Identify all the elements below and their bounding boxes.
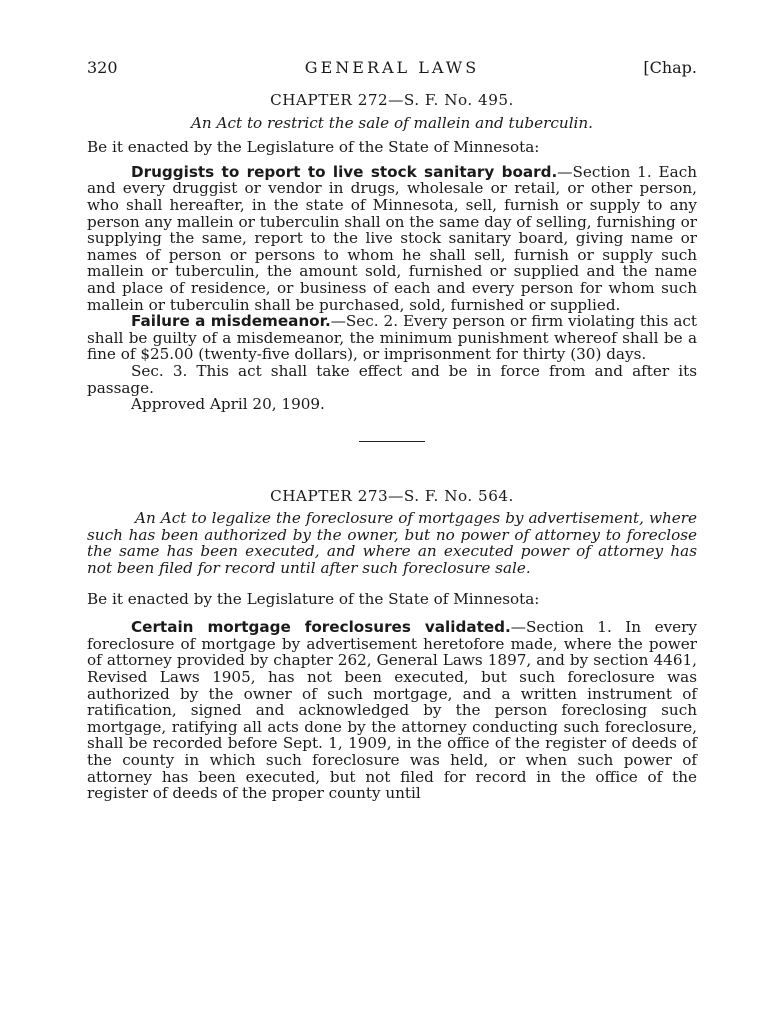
running-head (87, 58, 697, 82)
page-number: 320 (87, 58, 118, 77)
running-title: GENERAL LAWS (304, 58, 480, 77)
section-heading: Failure a misdemeanor. (131, 312, 331, 331)
section-text: Sec. 3. This act shall take effect and be in force from and after its passage. (87, 361, 697, 397)
chapter-272-enacting-clause: Be it enacted by the Legislature of the State of Minnesota: (87, 138, 540, 157)
section-text: —Sec. 2. Every person or firm violating this act shall be guilty of a misdemeanor, the minimum punishment whereof shall be a fine of $25.00 (twenty-five dollars), or imprisonment for thirty (30) days. (87, 312, 698, 364)
section-heading: Certain mortgage foreclosures validated. (131, 618, 511, 637)
section-text: —Section 1. Each and every druggist or vendor in drugs, wholesale or retail, or other person, who shall hereafter, in the state of Minnesota, sell, furnish or supply to any person any mallein or tuberculin shall on the same day of selling, furnishing or supplying the same, report to the live stock sanitary board, giving name or names of person or persons to whom he shall sell, furnish or supply such mallein or tuberculin, the amount sold, furnished or supplied and the name and place of residence, or business of each and every person for whom such mallein or tuberculin shall be purchased, sold, furnished or supplied. (87, 162, 697, 314)
chapter-272-approved: Approved April 20, 1909. (131, 395, 325, 414)
chapter-reference: [Chap. (643, 58, 697, 77)
chapter-273-section-1 (87, 619, 697, 802)
chapter-273 (87, 488, 697, 802)
chapter-272-section-2 (87, 313, 697, 363)
chapter-272-section-3 (87, 363, 697, 396)
chapter-272-act-title: An Act to restrict the sale of mallein and tuberculin. (190, 113, 594, 132)
chapter-273-title: CHAPTER 273—S. F. No. 564. (270, 486, 514, 505)
chapter-273-act-title: An Act to legalize the foreclosure of mortgages by advertisement, where such has been authorized by the owner, but no power of attorney to foreclose the same has been executed, and where an executed power of attorney has not been filed for record until after such foreclosure sale. (87, 509, 697, 578)
chapter-272 (87, 92, 697, 413)
section-text: —Section 1. In every foreclosure of mortgage by advertisement heretofore made, where the power of attorney provided by chapter 262, General Laws 1897, and by section 4461, Revised Laws 1905, has not been executed, but such foreclosure was authorized by the owner of such mortgage, and a written instrument of ratification, signed and acknowledged by the person foreclosing such mortgage, ratifying all acts done by the attorney conducting such foreclosure, shall be recorded before Sept. 1, 1909, in the office of the register of deeds of the county in which such foreclosure was held, or when such power of attorney has been executed, but not filed for record in the office of the register of deeds of the proper county until (87, 618, 698, 803)
chapter-273-enacting-clause: Be it enacted by the Legislature of the State of Minnesota: (87, 589, 540, 608)
chapter-272-section-1 (87, 164, 697, 313)
chapter-272-title: CHAPTER 272—S. F. No. 495. (270, 91, 514, 109)
section-heading: Druggists to report to live stock sanitary board. (131, 162, 558, 181)
document-page (87, 58, 697, 802)
